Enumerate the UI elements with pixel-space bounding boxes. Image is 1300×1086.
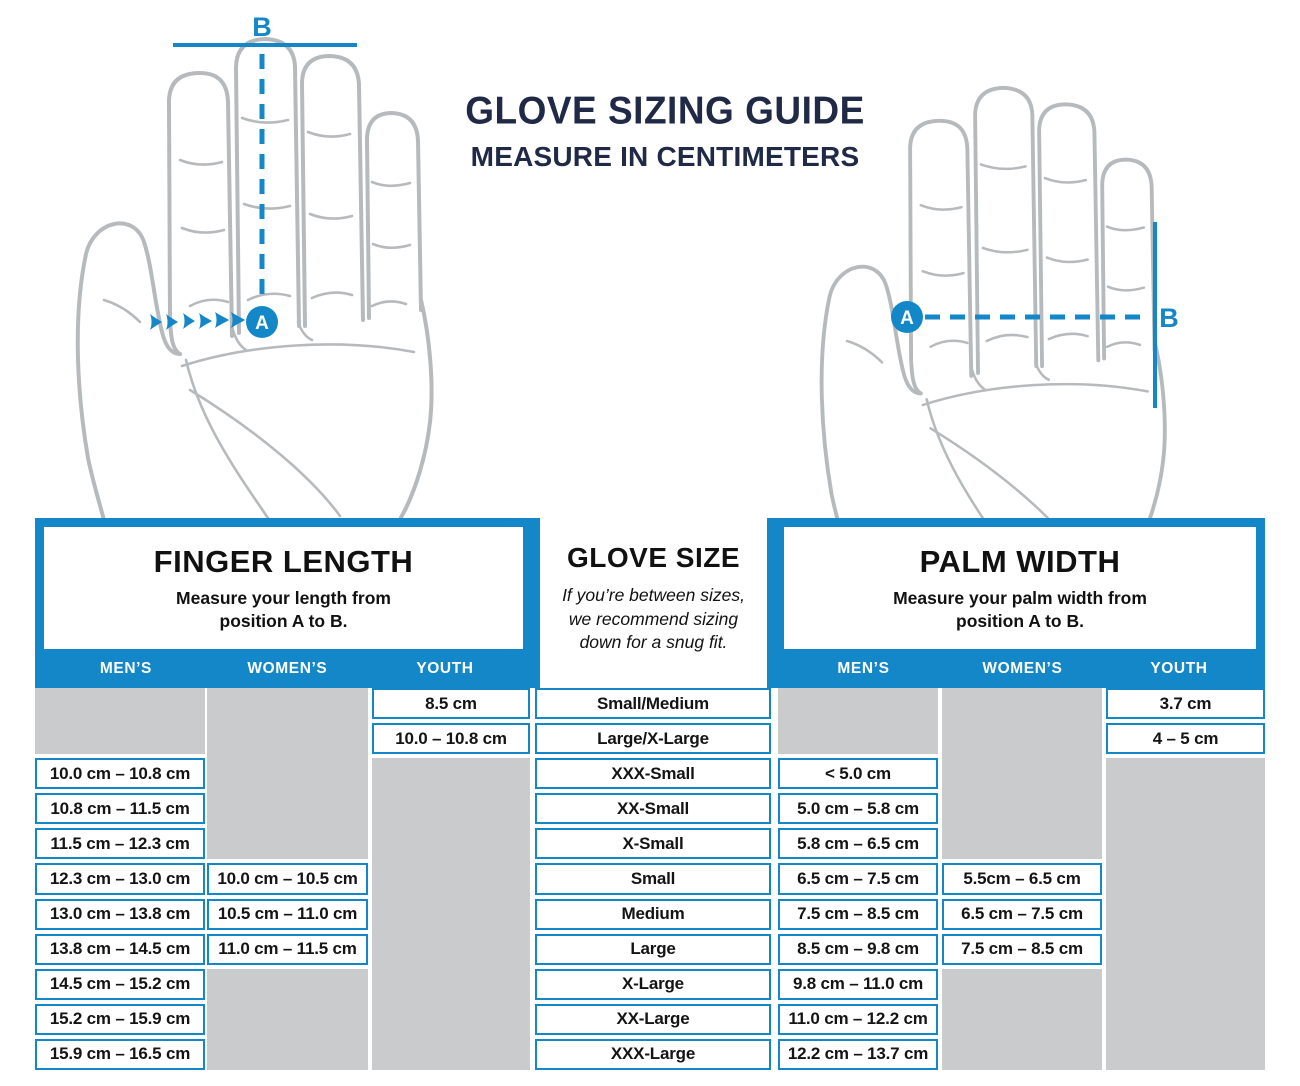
table-cell-pw_men: 8.5 cm – 9.8 cm	[778, 934, 938, 965]
glove-size-title: GLOVE SIZE	[566, 542, 741, 573]
column-header-youth: YOUTH	[1150, 659, 1208, 677]
table-cell-size: Medium	[535, 899, 771, 930]
palm-width-title: PALM WIDTH	[919, 543, 1121, 579]
page-title-line2: MEASURE IN CENTIMETERS	[470, 141, 860, 172]
table-cell-pw_men: 7.5 cm – 8.5 cm	[778, 899, 938, 930]
finger-length-column-band	[44, 649, 523, 688]
palm-width-hand-illustration	[783, 0, 1213, 520]
palm-width-column-band	[784, 649, 1256, 688]
palm-width-subtitle: Measure your palm width from position A to B.	[893, 587, 1147, 631]
column-header-womens: WOMEN’S	[247, 659, 328, 677]
table-cell-fl_youth: 10.0 – 10.8 cm	[372, 723, 530, 754]
hand-outline-drawing	[78, 39, 432, 520]
table-cell-size: XX-Small	[535, 793, 771, 824]
table-cell-size: X-Large	[535, 969, 771, 1000]
empty-cell-block	[942, 688, 1102, 859]
table-cell-size: Large/X-Large	[535, 723, 771, 754]
table-cell-fl_men: 14.5 cm – 15.2 cm	[35, 969, 205, 1000]
table-cell-size: Large	[535, 934, 771, 965]
table-cell-pw_youth: 3.7 cm	[1106, 688, 1265, 719]
table-cell-pw_women: 7.5 cm – 8.5 cm	[942, 934, 1102, 965]
column-palm-width-womens	[942, 688, 1102, 1070]
finger-length-title: FINGER LENGTH	[153, 543, 414, 579]
finger-length-subtitle: Measure your length from position A to B.	[176, 587, 391, 631]
column-header-youth: YOUTH	[416, 659, 474, 677]
table-cell-pw_men: 11.0 cm – 12.2 cm	[778, 1004, 938, 1035]
empty-cell-block	[778, 688, 938, 754]
glove-sizing-table	[35, 518, 1265, 1070]
empty-cell-block	[372, 758, 530, 1070]
point-a-label: A	[255, 313, 269, 334]
table-cell-fl_men: 13.8 cm – 14.5 cm	[35, 934, 205, 965]
glove-size-section-header	[532, 518, 775, 688]
table-cell-fl_women: 11.0 cm – 11.5 cm	[207, 934, 368, 965]
table-cell-pw_women: 6.5 cm – 7.5 cm	[942, 899, 1102, 930]
table-cell-fl_youth: 8.5 cm	[372, 688, 530, 719]
marker-a-badge	[246, 306, 278, 338]
palm-width-section-header	[775, 518, 1265, 688]
finger-length-section-header	[35, 518, 532, 688]
column-finger-length-womens	[207, 688, 368, 1070]
empty-cell-block	[35, 688, 205, 754]
table-cell-fl_men: 13.0 cm – 13.8 cm	[35, 899, 205, 930]
table-cell-size: Small	[535, 863, 771, 894]
point-b-label: B	[1159, 303, 1179, 333]
finger-length-header-box	[44, 527, 523, 649]
table-cell-pw_men: < 5.0 cm	[778, 758, 938, 789]
column-finger-length-youth	[372, 688, 530, 1070]
glove-size-subtitle: If you’re between sizes, we recommend sizing down for a snug fit.	[562, 585, 745, 653]
table-cell-pw_men: 9.8 cm – 11.0 cm	[778, 969, 938, 1000]
column-header-mens: MEN’S	[837, 659, 890, 677]
table-cell-pw_women: 5.5cm – 6.5 cm	[942, 863, 1102, 894]
table-cell-pw_men: 6.5 cm – 7.5 cm	[778, 863, 938, 894]
table-cell-pw_men: 5.0 cm – 5.8 cm	[778, 793, 938, 824]
table-cell-fl_women: 10.5 cm – 11.0 cm	[207, 899, 368, 930]
point-b-label: B	[252, 12, 272, 42]
column-palm-width-youth	[1106, 688, 1265, 1070]
empty-cell-block	[207, 969, 368, 1070]
table-cell-fl_men: 10.8 cm – 11.5 cm	[35, 793, 205, 824]
column-palm-width-mens	[778, 688, 938, 1070]
table-cell-size: XXX-Large	[535, 1039, 771, 1070]
palm-width-header-box	[784, 527, 1256, 649]
empty-cell-block	[207, 688, 368, 859]
table-cell-fl_women: 10.0 cm – 10.5 cm	[207, 863, 368, 894]
table-data-area	[35, 688, 1265, 1070]
table-cell-pw_men: 5.8 cm – 6.5 cm	[778, 828, 938, 859]
column-header-womens: WOMEN’S	[982, 659, 1063, 677]
column-finger-length-mens	[35, 688, 205, 1070]
marker-a-badge	[891, 301, 923, 333]
table-cell-fl_men: 15.9 cm – 16.5 cm	[35, 1039, 205, 1070]
table-cell-pw_men: 12.2 cm – 13.7 cm	[778, 1039, 938, 1070]
column-header-mens: MEN’S	[99, 659, 152, 677]
finger-length-hand-illustration	[40, 0, 470, 520]
table-cell-size: XX-Large	[535, 1004, 771, 1035]
empty-cell-block	[942, 969, 1102, 1070]
table-cell-size: XXX-Small	[535, 758, 771, 789]
page-title-line1: GLOVE SIZING GUIDE	[465, 88, 865, 132]
table-cell-size: X-Small	[535, 828, 771, 859]
empty-cell-block	[1106, 758, 1265, 1070]
table-cell-pw_youth: 4 – 5 cm	[1106, 723, 1265, 754]
table-cell-fl_men: 10.0 cm – 10.8 cm	[35, 758, 205, 789]
table-cell-fl_men: 11.5 cm – 12.3 cm	[35, 828, 205, 859]
column-glove-size	[535, 688, 771, 1070]
point-a-label: A	[900, 308, 914, 329]
table-cell-fl_men: 12.3 cm – 13.0 cm	[35, 863, 205, 894]
table-cell-size: Small/Medium	[535, 688, 771, 719]
page-title	[435, 90, 895, 173]
table-cell-fl_men: 15.2 cm – 15.9 cm	[35, 1004, 205, 1035]
